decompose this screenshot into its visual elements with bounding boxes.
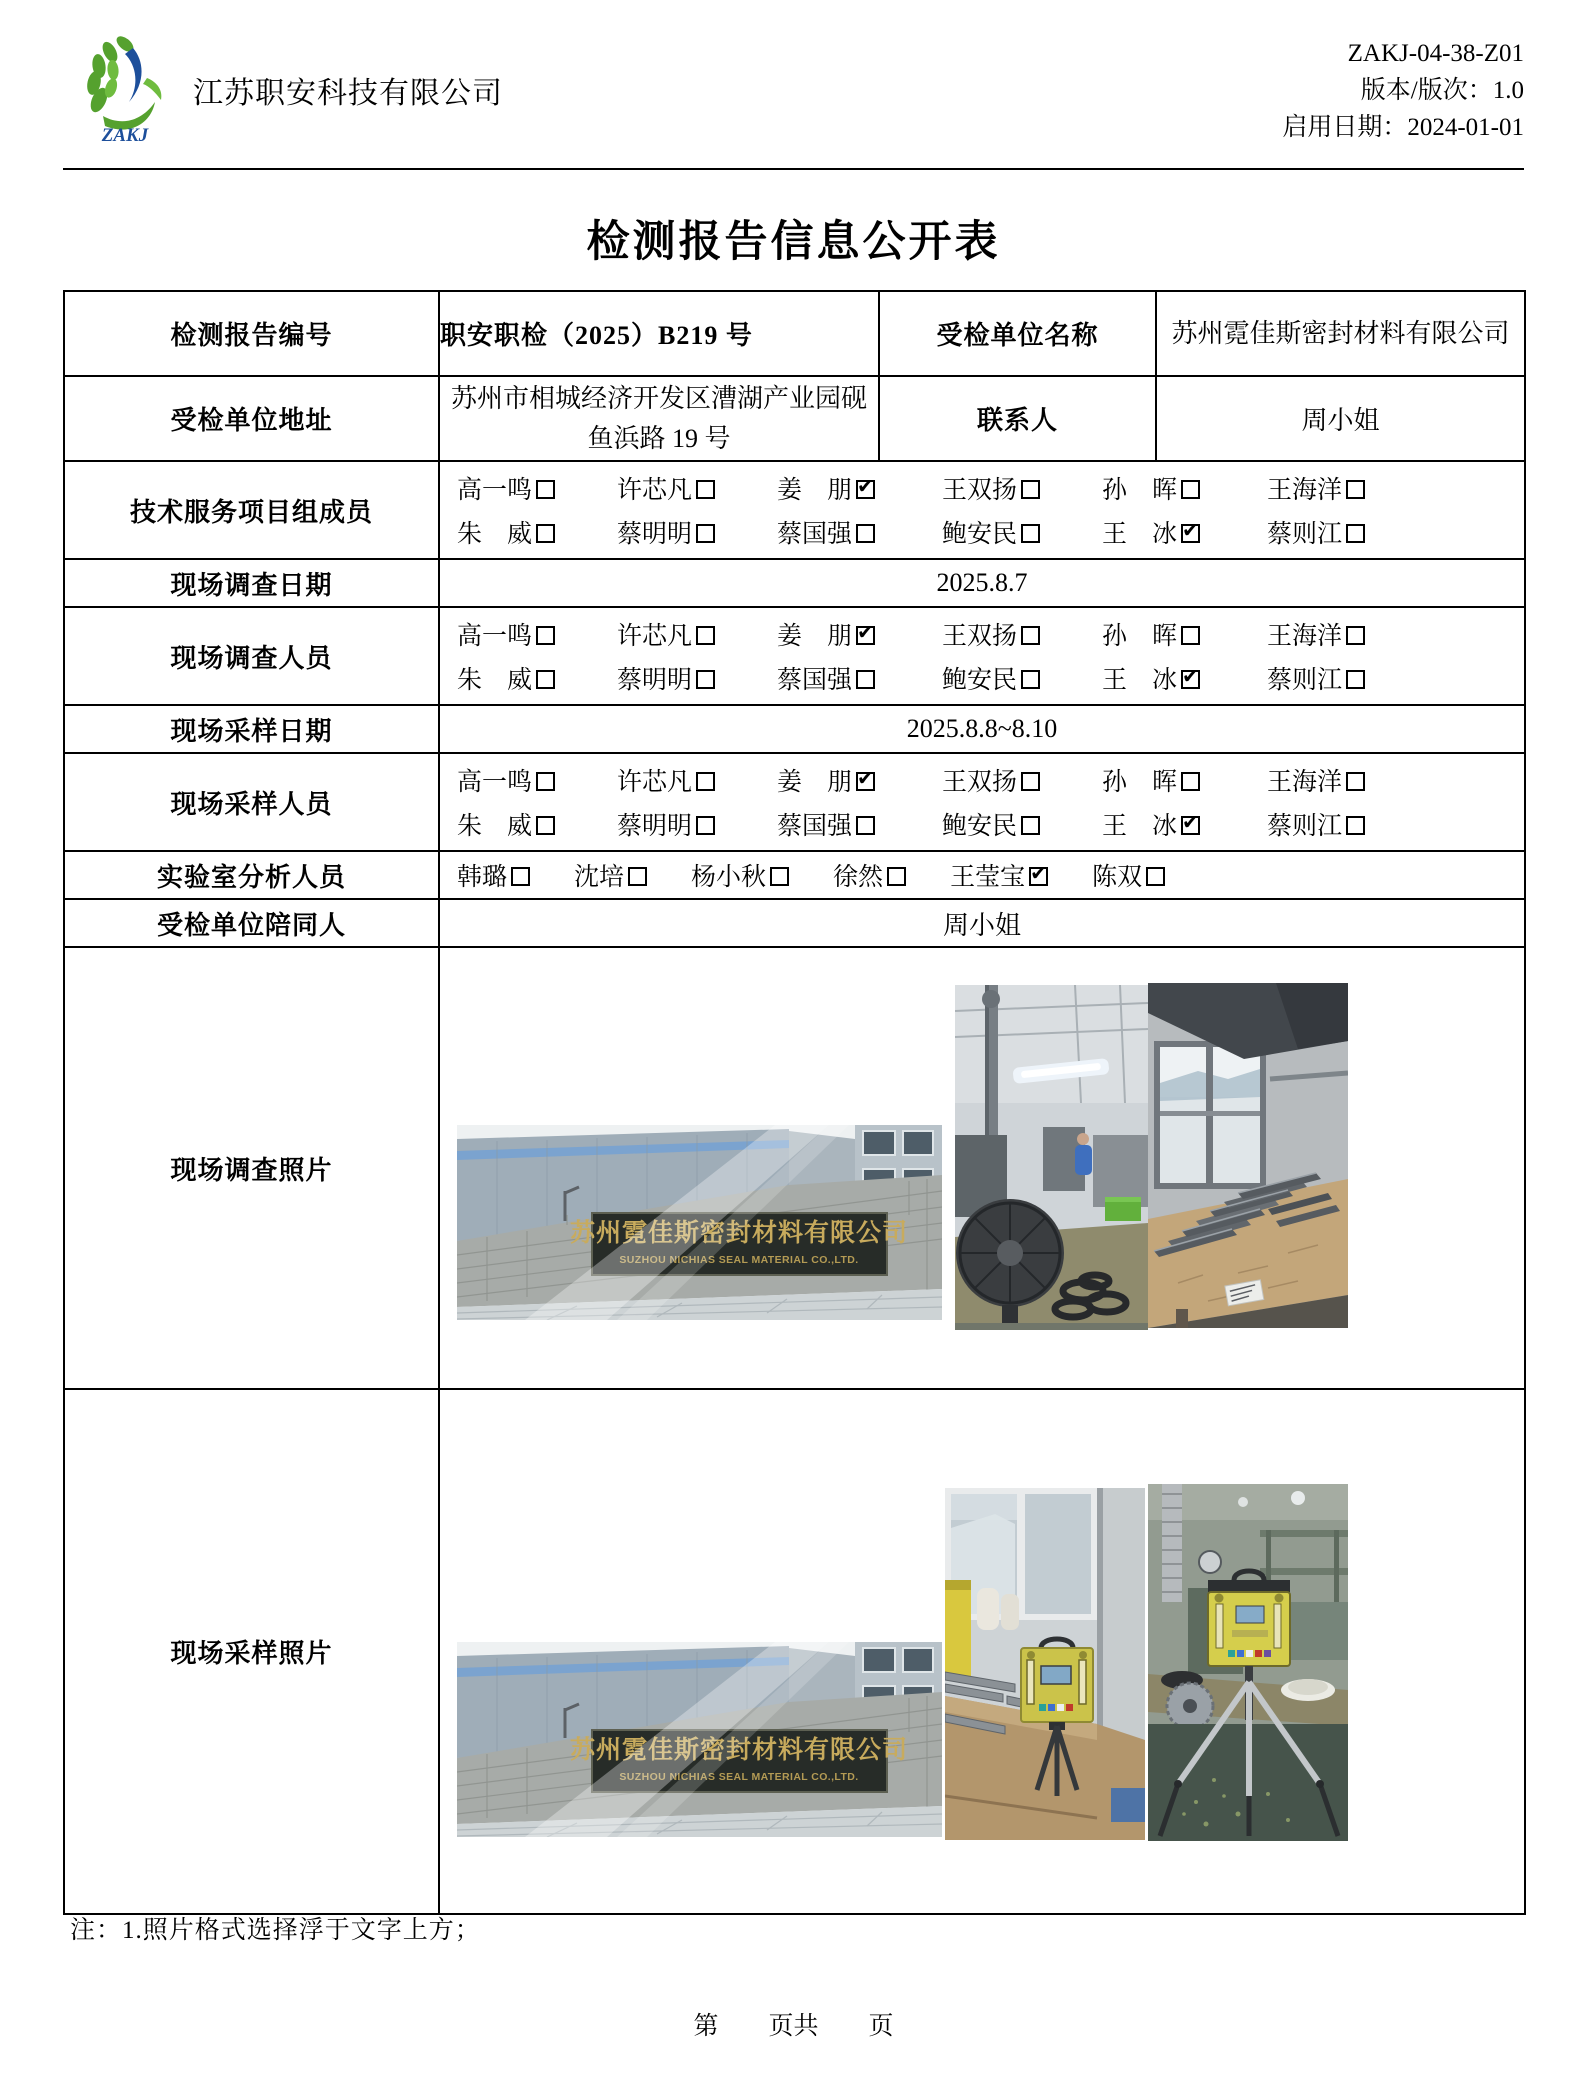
staff-member xyxy=(1267,806,1524,842)
workshop-interior-image xyxy=(955,985,1148,1330)
staff-member xyxy=(457,857,530,893)
staff-member xyxy=(1267,762,1524,798)
staff-member xyxy=(777,660,942,696)
survey-date-value: 2025.8.7 xyxy=(439,559,1525,607)
gate-sign-en: SUZHOU NICHIAS SEAL MATERIAL CO.,LTD. xyxy=(619,1771,859,1783)
sampling-photo-sampler-window xyxy=(945,1488,1145,1840)
staff-member xyxy=(777,762,942,798)
staff-member xyxy=(1102,806,1267,842)
staff-member xyxy=(1267,470,1524,506)
staff-name: 姜 朋 xyxy=(777,769,853,796)
staff-row xyxy=(440,857,1524,893)
checkbox-unchecked[interactable] xyxy=(536,816,555,835)
staff-name: 高一鸣 xyxy=(457,769,533,796)
staff-member xyxy=(457,470,617,506)
survey-photo-workshop xyxy=(955,985,1148,1330)
survey-staff-label: 现场调查人员 xyxy=(64,607,439,705)
checkbox-unchecked[interactable] xyxy=(1181,480,1200,499)
staff-member xyxy=(457,616,617,652)
checkbox-checked[interactable] xyxy=(856,772,875,791)
team-label: 技术服务项目组成员 xyxy=(64,461,439,559)
staff-member xyxy=(617,514,777,550)
survey-photos-cell xyxy=(439,947,1525,1389)
staff-name: 高一鸣 xyxy=(457,477,533,504)
checkbox-unchecked[interactable] xyxy=(887,867,906,886)
sampling-photo-sampler-tripod xyxy=(1148,1484,1348,1841)
checkbox-unchecked[interactable] xyxy=(1346,626,1365,645)
report-no-value: 职安职检（2025）B219 号 xyxy=(439,291,879,376)
staff-name: 姜 朋 xyxy=(777,623,853,650)
page-title: 检测报告信息公开表 xyxy=(586,219,1001,266)
header-divider xyxy=(63,168,1524,170)
staff-row xyxy=(457,806,1524,842)
doc-code: ZAKJ-04-38-Z01 xyxy=(1347,39,1524,67)
unit-name-value: 苏州霓佳斯密封材料有限公司 xyxy=(1156,291,1525,376)
staff-member xyxy=(691,857,789,893)
checkbox-unchecked[interactable] xyxy=(696,626,715,645)
lab-staff-cell xyxy=(439,851,1525,899)
staff-name: 王莹宝 xyxy=(950,864,1026,891)
doc-effective-date: 启用日期：2024-01-01 xyxy=(1282,113,1524,141)
staff-name: 杨小秋 xyxy=(691,864,767,891)
table-row xyxy=(64,607,1525,705)
staff-name: 王 冰 xyxy=(1102,667,1178,694)
staff-name: 许芯凡 xyxy=(617,769,693,796)
footnote: 注：1.照片格式选择浮于文字上方； xyxy=(70,1917,481,1944)
staff-name: 高一鸣 xyxy=(457,623,533,650)
staff-member xyxy=(617,660,777,696)
staff-member xyxy=(942,806,1102,842)
staff-member xyxy=(950,857,1048,893)
air-sampler-bench-image xyxy=(945,1488,1145,1840)
staff-member xyxy=(457,660,617,696)
staff-name: 韩璐 xyxy=(457,864,508,891)
staff-member xyxy=(833,857,906,893)
staff-name: 孙 晖 xyxy=(1102,623,1178,650)
checkbox-checked[interactable] xyxy=(1029,867,1048,886)
checkbox-unchecked[interactable] xyxy=(628,867,647,886)
staff-member xyxy=(777,514,942,550)
checkbox-unchecked[interactable] xyxy=(696,480,715,499)
checkbox-checked[interactable] xyxy=(1181,524,1200,543)
staff-name: 王 冰 xyxy=(1102,813,1178,840)
escort-label: 受检单位陪同人 xyxy=(64,899,439,947)
checkbox-unchecked[interactable] xyxy=(856,670,875,689)
staff-member xyxy=(1267,514,1524,550)
staff-member xyxy=(777,470,942,506)
table-row xyxy=(64,461,1525,559)
checkbox-unchecked[interactable] xyxy=(770,867,789,886)
staff-member xyxy=(1102,660,1267,696)
report-no-label: 检测报告编号 xyxy=(64,291,439,376)
staff-member xyxy=(942,762,1102,798)
checkbox-unchecked[interactable] xyxy=(696,772,715,791)
sampling-staff-label: 现场采样人员 xyxy=(64,753,439,851)
staff-member xyxy=(942,616,1102,652)
checkbox-unchecked[interactable] xyxy=(1021,524,1040,543)
staff-member xyxy=(457,806,617,842)
staff-name: 王 冰 xyxy=(1102,521,1178,548)
survey-staff-cell xyxy=(439,607,1525,705)
escort-value: 周小姐 xyxy=(439,899,1525,947)
checkbox-unchecked[interactable] xyxy=(1346,670,1365,689)
checkbox-checked[interactable] xyxy=(856,626,875,645)
checkbox-unchecked[interactable] xyxy=(1021,480,1040,499)
staff-name: 王双扬 xyxy=(942,769,1018,796)
table-row xyxy=(64,947,1525,1389)
staff-member xyxy=(777,616,942,652)
staff-member xyxy=(457,762,617,798)
staff-name: 蔡国强 xyxy=(777,667,853,694)
staff-name: 鲍安民 xyxy=(942,667,1018,694)
staff-name: 王双扬 xyxy=(942,477,1018,504)
checkbox-unchecked[interactable] xyxy=(536,480,555,499)
survey-photo-factory-gate xyxy=(457,1125,942,1320)
checkbox-unchecked[interactable] xyxy=(1021,670,1040,689)
staff-name: 许芯凡 xyxy=(617,477,693,504)
staff-name: 徐然 xyxy=(833,864,884,891)
checkbox-unchecked[interactable] xyxy=(536,772,555,791)
staff-name: 王海洋 xyxy=(1267,769,1343,796)
unit-addr-label: 受检单位地址 xyxy=(64,376,439,461)
staff-member xyxy=(1102,514,1267,550)
gate-sign-cn: 苏州霓佳斯密封材料有限公司 xyxy=(569,1220,909,1247)
checkbox-unchecked[interactable] xyxy=(536,626,555,645)
checkbox-unchecked[interactable] xyxy=(536,670,555,689)
unit-name-label: 受检单位名称 xyxy=(879,291,1156,376)
staff-name: 鲍安民 xyxy=(942,813,1018,840)
staff-row xyxy=(457,616,1524,652)
survey-photo-workbench xyxy=(1148,983,1348,1328)
staff-name: 陈双 xyxy=(1092,864,1143,891)
staff-member xyxy=(574,857,647,893)
staff-member xyxy=(1267,616,1524,652)
sampling-photo-factory-gate xyxy=(457,1642,942,1837)
staff-name: 鲍安民 xyxy=(942,521,1018,548)
checkbox-checked[interactable] xyxy=(1181,670,1200,689)
staff-name: 孙 晖 xyxy=(1102,477,1178,504)
staff-name: 蔡明明 xyxy=(617,813,693,840)
staff-member xyxy=(942,660,1102,696)
staff-name: 姜 朋 xyxy=(777,477,853,504)
table-row xyxy=(64,705,1525,753)
doc-version: 版本/版次：1.0 xyxy=(1360,76,1524,104)
checkbox-unchecked[interactable] xyxy=(1346,524,1365,543)
factory-gate-image xyxy=(457,1125,942,1320)
staff-name: 王双扬 xyxy=(942,623,1018,650)
checkbox-unchecked[interactable] xyxy=(696,816,715,835)
lab-staff-label: 实验室分析人员 xyxy=(64,851,439,899)
staff-name: 朱 威 xyxy=(457,521,533,548)
leaf-logo-icon xyxy=(77,36,173,144)
page-footer: 第 页共 页 xyxy=(693,2013,894,2040)
staff-member xyxy=(942,470,1102,506)
staff-member xyxy=(617,616,777,652)
checkbox-checked[interactable] xyxy=(1181,816,1200,835)
company-name: 江苏职安科技有限公司 xyxy=(193,77,503,110)
table-row xyxy=(64,291,1525,376)
staff-name: 王海洋 xyxy=(1267,623,1343,650)
header xyxy=(63,34,1524,146)
checkbox-unchecked[interactable] xyxy=(536,524,555,543)
staff-name: 蔡明明 xyxy=(617,667,693,694)
gate-sign-cn: 苏州霓佳斯密封材料有限公司 xyxy=(569,1737,909,1764)
staff-name: 蔡则江 xyxy=(1267,813,1343,840)
staff-member xyxy=(617,762,777,798)
checkbox-unchecked[interactable] xyxy=(856,524,875,543)
checkbox-unchecked[interactable] xyxy=(696,524,715,543)
checkbox-unchecked[interactable] xyxy=(1146,867,1165,886)
checkbox-unchecked[interactable] xyxy=(856,816,875,835)
table-row xyxy=(64,376,1525,461)
checkbox-unchecked[interactable] xyxy=(1346,480,1365,499)
staff-name: 朱 威 xyxy=(457,813,533,840)
staff-member xyxy=(617,470,777,506)
staff-row xyxy=(457,514,1524,550)
sampling-date-value: 2025.8.8~8.10 xyxy=(439,705,1525,753)
staff-member xyxy=(1092,857,1165,893)
staff-name: 蔡则江 xyxy=(1267,667,1343,694)
workbench-window-image xyxy=(1148,983,1348,1328)
staff-name: 蔡国强 xyxy=(777,521,853,548)
table-row xyxy=(64,851,1525,899)
checkbox-unchecked[interactable] xyxy=(1181,626,1200,645)
company-logo xyxy=(77,36,173,144)
checkbox-unchecked[interactable] xyxy=(1181,772,1200,791)
survey-photos-label: 现场调查照片 xyxy=(64,947,439,1389)
checkbox-unchecked[interactable] xyxy=(1021,772,1040,791)
staff-member xyxy=(617,806,777,842)
checkbox-unchecked[interactable] xyxy=(1346,816,1365,835)
logo-text: ZAKJ xyxy=(101,125,149,144)
sampling-staff-cell xyxy=(439,753,1525,851)
staff-name: 蔡国强 xyxy=(777,813,853,840)
table-row xyxy=(64,1389,1525,1914)
staff-member xyxy=(777,806,942,842)
gate-sign-en: SUZHOU NICHIAS SEAL MATERIAL CO.,LTD. xyxy=(619,1254,859,1266)
staff-name: 孙 晖 xyxy=(1102,769,1178,796)
staff-name: 王海洋 xyxy=(1267,477,1343,504)
staff-member xyxy=(1102,470,1267,506)
checkbox-unchecked[interactable] xyxy=(696,670,715,689)
table-row xyxy=(64,559,1525,607)
checkbox-unchecked[interactable] xyxy=(1346,772,1365,791)
staff-member xyxy=(1267,660,1524,696)
staff-member xyxy=(1102,616,1267,652)
sampling-photos-cell xyxy=(439,1389,1525,1914)
staff-name: 沈培 xyxy=(574,864,625,891)
report-info-table xyxy=(63,290,1526,1915)
air-sampler-tripod-image xyxy=(1148,1484,1348,1841)
staff-name: 蔡明明 xyxy=(617,521,693,548)
sampling-photos-label: 现场采样照片 xyxy=(64,1389,439,1914)
unit-addr-value: 苏州市相城经济开发区漕湖产业园砚鱼浜路 19 号 xyxy=(439,376,879,461)
staff-row xyxy=(457,470,1524,506)
staff-name: 蔡则江 xyxy=(1267,521,1343,548)
checkbox-unchecked[interactable] xyxy=(1021,816,1040,835)
factory-gate-image xyxy=(457,1642,942,1837)
document-meta xyxy=(1282,35,1524,146)
team-members-cell xyxy=(439,461,1525,559)
table-row xyxy=(64,753,1525,851)
sampling-date-label: 现场采样日期 xyxy=(64,705,439,753)
staff-member xyxy=(1102,762,1267,798)
checkbox-checked[interactable] xyxy=(856,480,875,499)
staff-row xyxy=(457,762,1524,798)
contact-value: 周小姐 xyxy=(1156,376,1525,461)
staff-name: 许芯凡 xyxy=(617,623,693,650)
survey-date-label: 现场调查日期 xyxy=(64,559,439,607)
staff-name: 朱 威 xyxy=(457,667,533,694)
checkbox-unchecked[interactable] xyxy=(1021,626,1040,645)
contact-label: 联系人 xyxy=(879,376,1156,461)
table-row xyxy=(64,899,1525,947)
staff-row xyxy=(457,660,1524,696)
staff-member xyxy=(457,514,617,550)
checkbox-unchecked[interactable] xyxy=(511,867,530,886)
staff-member xyxy=(942,514,1102,550)
